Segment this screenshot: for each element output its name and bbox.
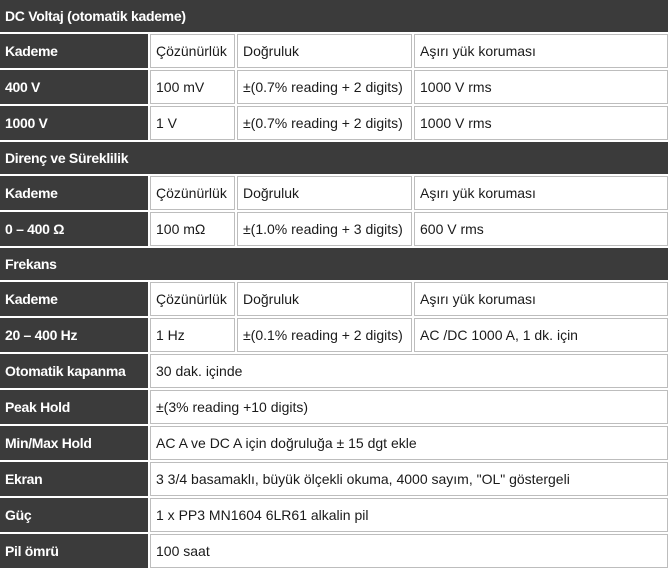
spec-label: Pil ömrü bbox=[0, 534, 148, 568]
header-resolution: Çözünürlük bbox=[150, 34, 235, 68]
accuracy-cell: ±(0.7% reading + 2 digits) bbox=[237, 70, 412, 104]
header-accuracy: Doğruluk bbox=[237, 34, 412, 68]
table-header-row bbox=[0, 176, 668, 210]
spec-value: 3 3/4 basamaklı, büyük ölçekli okuma, 4000 sayım, "OL" göstergeli bbox=[150, 462, 668, 496]
header-protection: Aşırı yük koruması bbox=[414, 176, 668, 210]
header-protection: Aşırı yük koruması bbox=[414, 282, 668, 316]
accuracy-cell: ±(1.0% reading + 3 digits) bbox=[237, 212, 412, 246]
spec-row bbox=[0, 390, 668, 424]
header-range: Kademe bbox=[0, 176, 148, 210]
protection-cell: 1000 V rms bbox=[414, 70, 668, 104]
header-resolution: Çözünürlük bbox=[150, 282, 235, 316]
table-header-row bbox=[0, 282, 668, 316]
table-row bbox=[0, 106, 668, 140]
spec-value: ±(3% reading +10 digits) bbox=[150, 390, 668, 424]
range-cell: 20 – 400 Hz bbox=[0, 318, 148, 352]
protection-cell: AC /DC 1000 A, 1 dk. için bbox=[414, 318, 668, 352]
spec-row bbox=[0, 462, 668, 496]
spec-value: AC A ve DC A için doğruluğa ± 15 dgt ekle bbox=[150, 426, 668, 460]
header-resolution: Çözünürlük bbox=[150, 176, 235, 210]
header-accuracy: Doğruluk bbox=[237, 282, 412, 316]
range-cell: 1000 V bbox=[0, 106, 148, 140]
spec-value: 100 saat bbox=[150, 534, 668, 568]
section-title-frequency: Frekans bbox=[0, 248, 668, 280]
table-row bbox=[0, 70, 668, 104]
accuracy-cell: ±(0.1% reading + 2 digits) bbox=[237, 318, 412, 352]
spec-label: Ekran bbox=[0, 462, 148, 496]
header-range: Kademe bbox=[0, 34, 148, 68]
spec-value: 1 x PP3 MN1604 6LR61 alkalin pil bbox=[150, 498, 668, 532]
resolution-cell: 100 mV bbox=[150, 70, 235, 104]
section-title-dc-voltage: DC Voltaj (otomatik kademe) bbox=[0, 0, 668, 32]
spec-label: Otomatik kapanma bbox=[0, 354, 148, 388]
range-cell: 0 – 400 Ω bbox=[0, 212, 148, 246]
header-accuracy: Doğruluk bbox=[237, 176, 412, 210]
spec-row bbox=[0, 498, 668, 532]
section-row bbox=[0, 0, 668, 32]
protection-cell: 1000 V rms bbox=[414, 106, 668, 140]
spec-value: 30 dak. içinde bbox=[150, 354, 668, 388]
header-range: Kademe bbox=[0, 282, 148, 316]
section-row bbox=[0, 248, 668, 280]
header-protection: Aşırı yük koruması bbox=[414, 34, 668, 68]
spec-label: Min/Max Hold bbox=[0, 426, 148, 460]
resolution-cell: 1 Hz bbox=[150, 318, 235, 352]
section-row bbox=[0, 142, 668, 174]
table-row bbox=[0, 212, 668, 246]
section-title-resistance: Direnç ve Süreklilik bbox=[0, 142, 668, 174]
range-cell: 400 V bbox=[0, 70, 148, 104]
resolution-cell: 1 V bbox=[150, 106, 235, 140]
table-row bbox=[0, 318, 668, 352]
spec-label: Güç bbox=[0, 498, 148, 532]
spec-row bbox=[0, 534, 668, 568]
table-header-row bbox=[0, 34, 668, 68]
resolution-cell: 100 mΩ bbox=[150, 212, 235, 246]
spec-row bbox=[0, 354, 668, 388]
accuracy-cell: ±(0.7% reading + 2 digits) bbox=[237, 106, 412, 140]
protection-cell: 600 V rms bbox=[414, 212, 668, 246]
spec-row bbox=[0, 426, 668, 460]
spec-label: Peak Hold bbox=[0, 390, 148, 424]
